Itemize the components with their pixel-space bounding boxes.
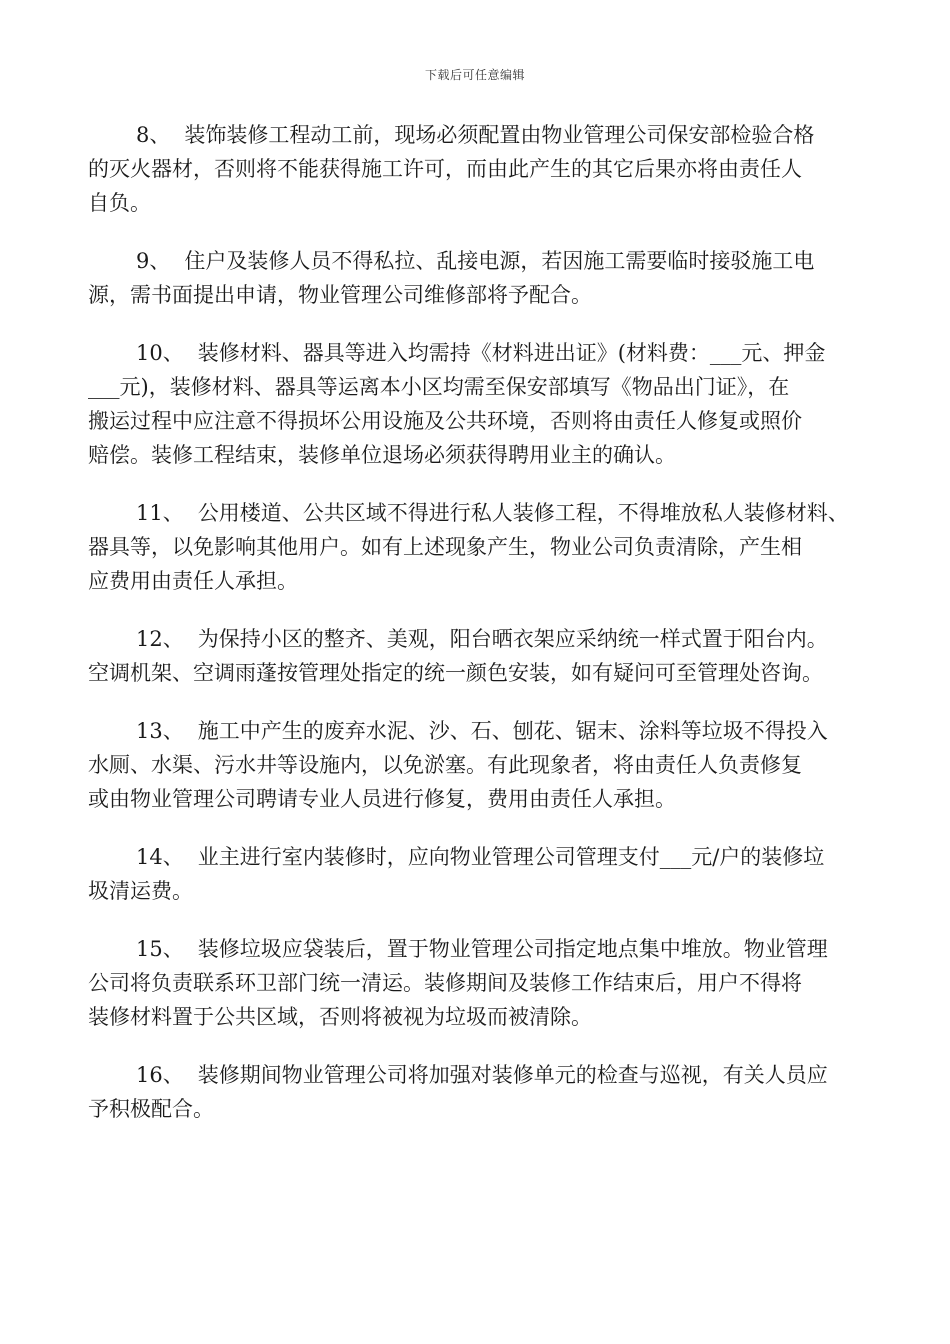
clause-text-line: 搬运过程中应注意不得损坏公用设施及公共环境，否则将由责任人修复或照价 [88, 409, 802, 433]
clause-text-line: 为保持小区的整齐、美观，阳台晒衣架应采纳统一样式置于阳台内。 [197, 627, 828, 651]
clause-text-line: 公司将负责联系环卫部门统一清运。装修期间及装修工作结束后，用户不得将 [88, 971, 802, 995]
clause-text-line: 装饰装修工程动工前，现场必须配置由物业管理公司保安部检验合格 [184, 123, 815, 147]
clause-text-line: ___元)，装修材料、器具等运离本小区均需至保安部填写《物品出门证》，在 [88, 375, 790, 399]
clause-text-line: 应费用由责任人承担。 [88, 569, 298, 593]
clause-number: 10、 [136, 341, 184, 365]
clause-number: 12、 [136, 627, 184, 651]
clause-number: 15、 [136, 937, 184, 961]
clause-13 [88, 714, 878, 816]
clause-text-line: 空调机架、空调雨蓬按管理处指定的统一颜色安装，如有疑问可至管理处咨询。 [88, 661, 823, 685]
clause-text-line: 予积极配合。 [88, 1097, 214, 1121]
document-body [88, 118, 878, 1150]
page-header: 下载后可任意编辑 [424, 68, 525, 82]
clause-text-line: 施工中产生的废弃水泥、沙、石、刨花、锯末、涂料等垃圾不得投入 [197, 719, 828, 743]
clause-9 [88, 244, 878, 312]
clause-text-line: 装修期间物业管理公司将加强对装修单元的检查与巡视，有关人员应 [197, 1063, 828, 1087]
clause-16 [88, 1058, 878, 1126]
clause-text-line: 自负。 [88, 191, 151, 215]
clause-text-line: 装修材料置于公共区域，否则将被视为垃圾而被清除。 [88, 1005, 592, 1029]
clause-number: 16、 [136, 1063, 184, 1087]
clause-number: 14、 [136, 845, 184, 869]
clause-text-line: 住户及装修人员不得私拉、乱接电源，若因施工需要临时接驳施工电 [184, 249, 815, 273]
clause-text-line: 公用楼道、公共区域不得进行私人装修工程，不得堆放私人装修材料、 [197, 501, 849, 525]
clause-text-line: 的灭火器材，否则将不能获得施工许可，而由此产生的其它后果亦将由责任人 [88, 157, 802, 181]
clause-12 [88, 622, 878, 690]
clause-number: 13、 [136, 719, 184, 743]
clause-8 [88, 118, 878, 220]
clause-text-line: 装修材料、器具等进入均需持《材料进出证》(材料费：___元、押金 [197, 341, 826, 365]
clause-14 [88, 840, 878, 908]
clause-text-line: 器具等，以免影响其他用户。如有上述现象产生，物业公司负责清除，产生相 [88, 535, 802, 559]
clause-number: 8、 [136, 123, 171, 147]
clause-text-line: 圾清运费。 [88, 879, 193, 903]
clause-text-line: 或由物业管理公司聘请专业人员进行修复，费用由责任人承担。 [88, 787, 676, 811]
clause-text-line: 业主进行室内装修时，应向物业管理公司管理支付___元/户的装修垃 [197, 845, 825, 869]
clause-text-line: 水厕、水渠、污水井等设施内，以免淤塞。有此现象者，将由责任人负责修复 [88, 753, 802, 777]
clause-text-line: 源，需书面提出申请，物业管理公司维修部将予配合。 [88, 283, 592, 307]
clause-text-line: 装修垃圾应袋装后，置于物业管理公司指定地点集中堆放。物业管理 [197, 937, 828, 961]
clause-number: 11、 [136, 501, 184, 525]
clause-text-line: 赔偿。装修工程结束，装修单位退场必须获得聘用业主的确认。 [88, 443, 676, 467]
clause-10 [88, 336, 878, 472]
clause-number: 9、 [136, 249, 171, 273]
clause-15 [88, 932, 878, 1034]
clause-11 [88, 496, 878, 598]
